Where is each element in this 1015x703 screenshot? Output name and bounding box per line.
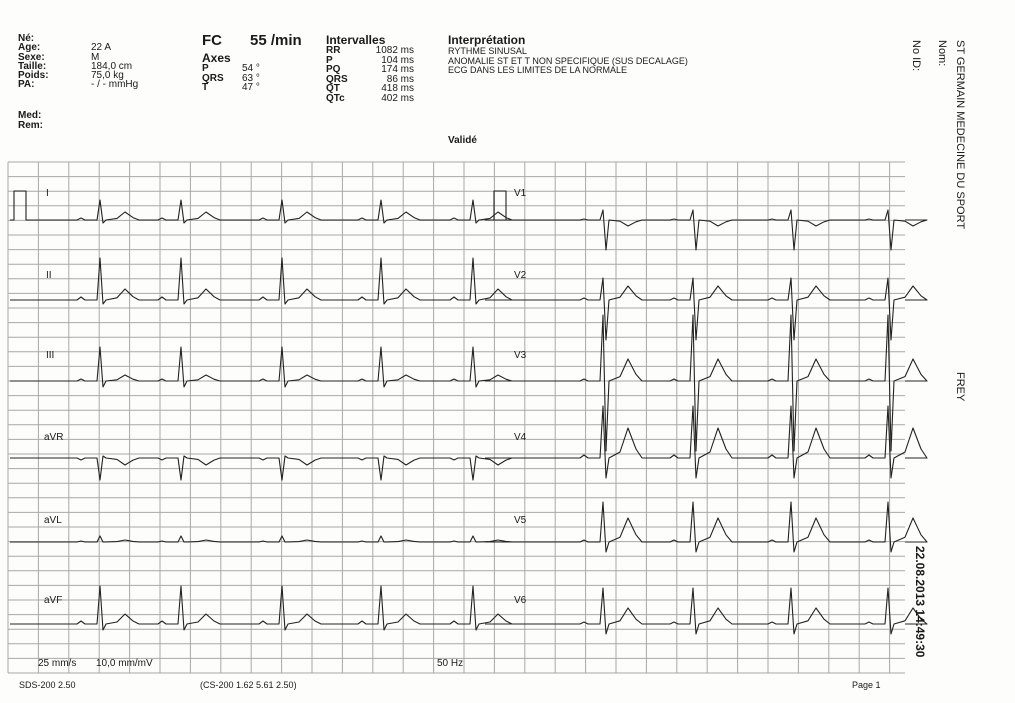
interpretation-line: RYTHME SINUSAL (448, 46, 527, 56)
filter-frequency: 50 Hz (437, 658, 464, 669)
amplitude-gain: 10,0 mm/mV (96, 658, 153, 669)
ecg-trace-left-3 (10, 456, 512, 480)
axis-label: QRS (202, 72, 224, 84)
heart-rate-value: 55 /min (250, 32, 302, 49)
interpretation-line: ANOMALIE ST ET T NON SPECIFIQUE (SUS DECALAGE) (448, 55, 688, 66)
axis-label: T (202, 82, 209, 93)
axis-label: P (202, 63, 209, 74)
patient-field-label: Sexe: (18, 51, 45, 63)
patient-field-label: Poids: (18, 70, 49, 82)
intervals-title: Intervalles (326, 33, 386, 47)
ecg-trace-left-1 (10, 258, 512, 304)
med-label: Med: (18, 110, 42, 121)
interval-label: PQ (326, 64, 341, 75)
patient-field-value: - / - mmHg (91, 79, 139, 91)
device-version: SDS-200 2.50 (19, 680, 76, 690)
recording-datetime: 22.08.2013 14:49:30 (913, 546, 927, 658)
interval-value: 418 ms (381, 83, 414, 94)
axis-value: 47 ° (242, 82, 260, 93)
interpretation-title: Interprétation (448, 33, 526, 47)
patient-field-value: 75,0 kg (91, 70, 124, 82)
lead-label: V2 (514, 270, 527, 281)
ecg-trace-left-0 (10, 191, 512, 223)
interval-value: 1082 ms (375, 45, 414, 56)
patient-field-value: 184,0 cm (91, 60, 133, 72)
lead-label: II (46, 270, 52, 281)
lead-label: aVL (44, 515, 62, 526)
institution-name: ST GERMAIN MEDECINE DU SPORT (954, 40, 966, 230)
patient-field-value: 22 A (91, 42, 112, 54)
lead-label: I (46, 188, 49, 199)
interpretation-line: ECG DANS LES LIMITES DE LA NORMALE (448, 65, 628, 75)
patient-name: FREY (954, 372, 966, 402)
no-id-label: No ID: (910, 40, 922, 72)
interval-label: RR (326, 45, 341, 56)
patient-field-label: Age: (18, 42, 41, 54)
interval-value: 104 ms (381, 54, 414, 66)
heart-rate-label: FC (202, 32, 222, 49)
software-version: (CS-200 1.62 5.61 2.50) (200, 680, 297, 690)
interval-value: 174 ms (381, 64, 414, 75)
patient-field-label: Taille: (18, 60, 47, 72)
lead-label: V3 (514, 350, 527, 361)
axes-title: Axes (202, 51, 231, 65)
lead-label: aVF (44, 595, 63, 606)
lead-label: aVR (44, 432, 64, 443)
axis-value: 54 ° (242, 63, 260, 74)
lead-label: V5 (514, 515, 527, 526)
nom-label: Nom: (936, 40, 948, 67)
axis-value: 63 ° (242, 72, 260, 84)
interval-label: P (326, 54, 333, 66)
interval-value: 86 ms (386, 73, 414, 85)
interval-label: QTc (326, 92, 345, 104)
lead-label: V6 (514, 595, 527, 606)
interval-label: QRS (326, 73, 348, 85)
lead-label: V4 (514, 432, 527, 443)
paper-speed: 25 mm/s (38, 658, 77, 669)
page-number: Page 1 (852, 680, 881, 690)
lead-label: V1 (514, 188, 527, 199)
patient-field-value: M (91, 51, 100, 63)
lead-label: III (46, 350, 55, 361)
rem-label: Rem: (18, 120, 44, 131)
patient-field-label: Né: (18, 33, 35, 44)
patient-field-label: PA: (18, 79, 35, 91)
ecg-trace-left-5 (10, 586, 512, 630)
interval-label: QT (326, 83, 340, 94)
validation-status: Validé (448, 135, 477, 146)
interval-value: 402 ms (381, 92, 414, 104)
